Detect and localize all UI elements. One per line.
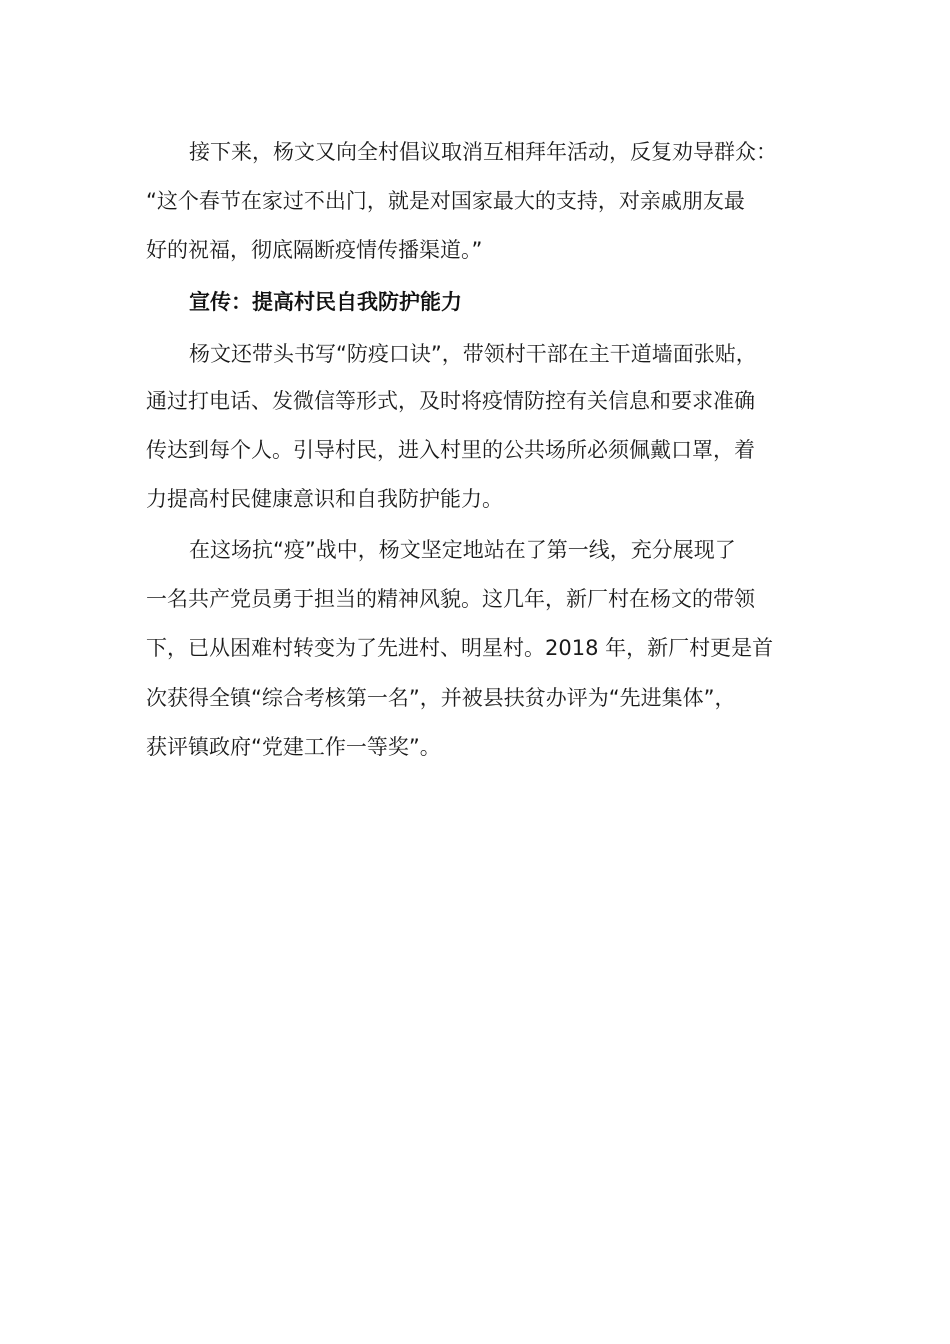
paragraph-2-line-3: 传达到每个人。引导村民，进入村里的公共场所必须佩戴口罩，着: [146, 438, 755, 462]
paragraph-3-line-5: 获评镇政府“党建工作一等奖”。: [146, 735, 441, 759]
paragraph-2-line-4: 力提高村民健康意识和自我防护能力。: [146, 487, 503, 511]
section-heading: 宣传：提高村民自我防护能力: [189, 290, 462, 314]
paragraph-1-line-2: “这个春节在家过不出门，就是对国家最大的支持，对亲戚朋友最: [146, 189, 745, 213]
paragraph-3-line-1: 在这场抗“疫”战中，杨文坚定地站在了第一线，充分展现了: [189, 538, 736, 562]
paragraph-1-line-3: 好的祝福，彻底隔断疫情传播渠道。”: [146, 238, 483, 262]
paragraph-1-line-1: 接下来，杨文又向全村倡议取消互相拜年活动，反复劝导群众：: [189, 140, 777, 164]
paragraph-3-line-2: 一名共产党员勇于担当的精神风貌。这几年，新厂村在杨文的带领: [146, 587, 755, 611]
paragraph-3-line-3: 下，已从困难村转变为了先进村、明星村。2018 年，新厂村更是首: [146, 636, 774, 660]
paragraph-2-line-1: 杨文还带头书写“防疫口诀”，带领村干部在主干道墙面张贴，: [189, 342, 757, 366]
paragraph-2-line-2: 通过打电话、发微信等形式，及时将疫情防控有关信息和要求准确: [146, 389, 755, 413]
paragraph-3-line-4: 次获得全镇“综合考核第一名”，并被县扶贫办评为“先进集体”，: [146, 686, 736, 710]
